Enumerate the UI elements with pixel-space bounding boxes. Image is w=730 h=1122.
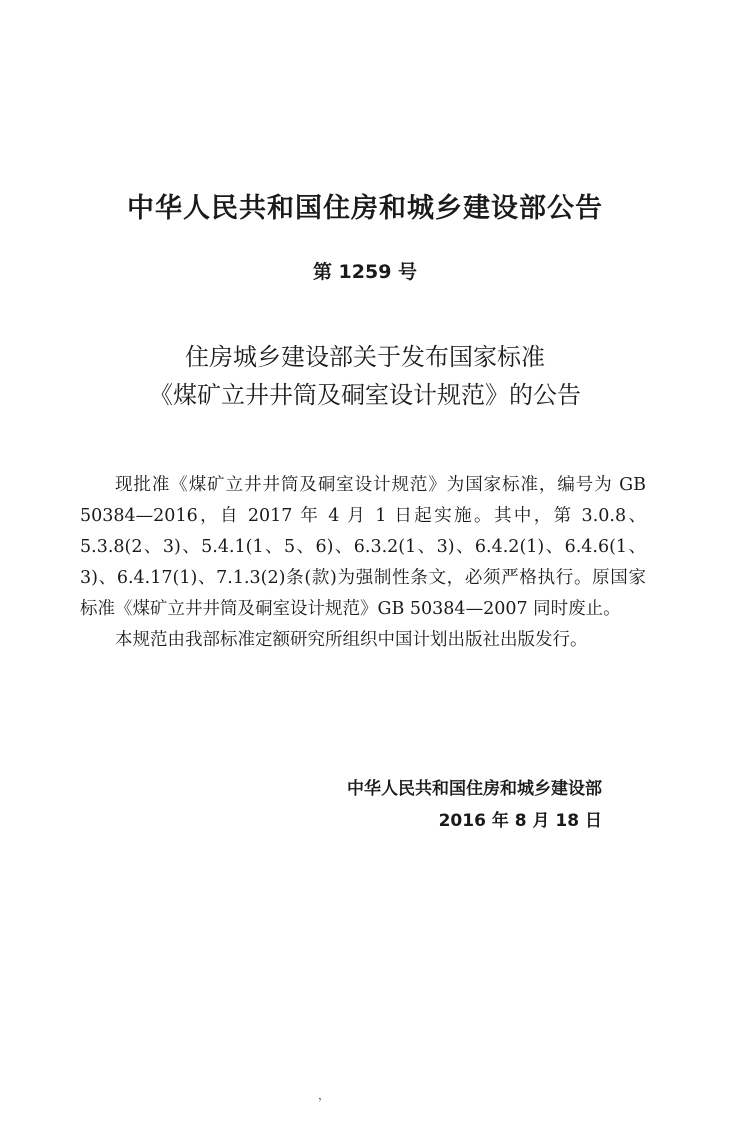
issuer-name: 中华人民共和国住房和城乡建设部 xyxy=(347,779,602,799)
signature-block xyxy=(347,773,602,837)
body-paragraph-1: 现批准《煤矿立井井筒及硐室设计规范》为国家标准，编号为 GB 50384—2016，自 2017 年 4 月 1 日起实施。其中，第 3.0.8、5.3.8(2、3)、5.4.1(1、5、6)、6.3.2(1、3)、6.4.2(1)、6.4.6(1、3)、6.4.17(1)、7.1.3(2)条(款)为强制性条文，必须严格执行。原国家标准《煤矿立井井筒及硐室设计规范》GB 50384—2007 同时废止。 xyxy=(80,475,646,619)
subject-line-2: 《煤矿立井井筒及硐室设计规范》的公告 xyxy=(149,381,581,409)
issue-date: 2016 年 8 月 18 日 xyxy=(438,811,602,831)
announcement-body xyxy=(80,470,646,656)
notice-number: 第 1259 号 xyxy=(312,261,418,283)
announcement-title: 中华人民共和国住房和城乡建设部公告 xyxy=(127,193,603,224)
announcement-subject xyxy=(0,338,730,414)
body-paragraph-2: 本规范由我部标准定额研究所组织中国计划出版社出版发行。 xyxy=(115,630,588,650)
subject-line-1: 住房城乡建设部关于发布国家标准 xyxy=(185,343,545,371)
page-mark: ， xyxy=(318,1088,331,1102)
